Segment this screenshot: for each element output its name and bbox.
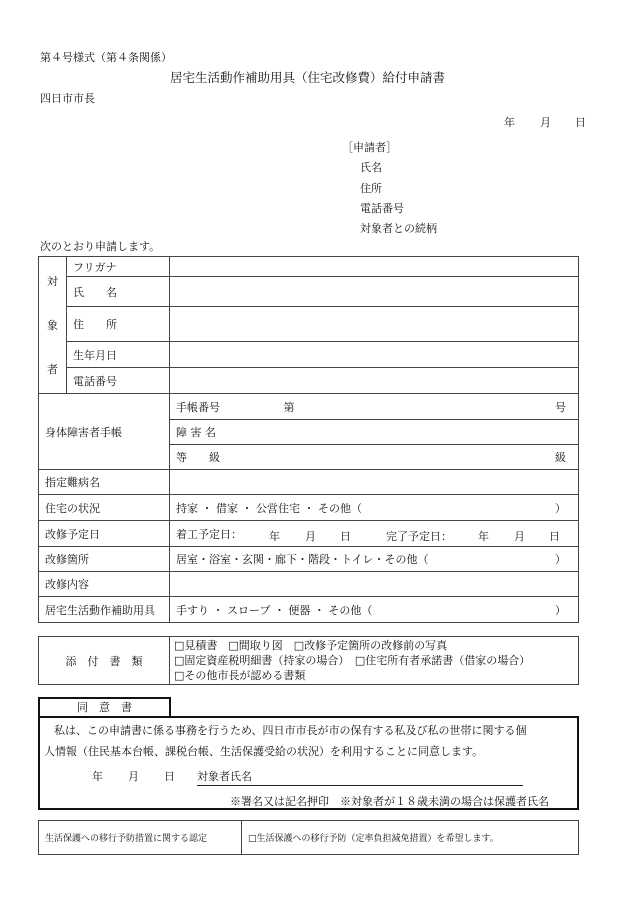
schedule-start-year: 年 (269, 530, 280, 543)
intro-text: 次のとおり申請します。 (40, 240, 161, 253)
handbook-number-row[interactable] (170, 394, 579, 420)
prevention-option[interactable]: □生活保護への移行予防（定率負担減免措置）を希望します。 (242, 821, 579, 855)
consent-note: ※署名又は記名押印 ※対象者が１８歳未満の場合は保護者氏名 (230, 795, 549, 808)
applicant-relation-label: 対象者との続柄 (360, 222, 437, 235)
designated-disease-field[interactable] (170, 470, 579, 495)
consent-text-1: 私は、この申請書に係る事務を行うため、四日市市長が市の保有する私及び私の世帯に関する個 (54, 724, 527, 737)
prevention-table (38, 820, 579, 855)
attachments-table (38, 636, 579, 685)
handbook-number-mid: 第 (283, 400, 295, 414)
subject-side-3: 者 (47, 363, 58, 376)
subject-side-2: 象 (47, 319, 58, 332)
consent-box (38, 716, 579, 810)
location-options: 居室・浴室・玄関・廊下・階段・トイレ・その他（ (176, 553, 429, 566)
applicant-phone-label: 電話番号 (360, 202, 404, 215)
schedule-label: 改修予定日 (39, 521, 170, 547)
attachments-options[interactable] (170, 637, 579, 685)
equipment-close: ） (555, 603, 566, 617)
equipment-label: 居宅生活動作補助用具 (39, 597, 170, 623)
consent-text-2: 人情報（住民基本台帳、課税台帳、生活保護受給の状況）を利用することに同意します。 (44, 745, 484, 758)
location-field[interactable] (170, 547, 579, 572)
prevention-label: 生活保護への移行予防措置に関する認定 (39, 821, 242, 855)
subject-name-label: 氏 名 (67, 277, 170, 307)
attachments-line-1: □見積書 □間取り図 □改修予定箇所の改修前の写真 (174, 639, 448, 652)
subject-birthdate-field[interactable] (170, 342, 579, 368)
consent-date-day: 日 (164, 770, 175, 783)
consent-date-month: 月 (128, 770, 139, 783)
schedule-field[interactable] (170, 521, 579, 547)
schedule-start-month: 月 (305, 530, 316, 543)
schedule-end-day: 日 (549, 530, 560, 543)
grade-end: 級 (555, 451, 566, 464)
location-label: 改修箇所 (39, 547, 170, 572)
disability-name-label: 障 害 名 (176, 426, 216, 439)
subject-name-field[interactable] (170, 277, 579, 307)
addressee: 四日市市長 (40, 92, 95, 105)
equipment-field[interactable] (170, 597, 579, 623)
housing-options: 持家 ・ 借家 ・ 公営住宅 ・ その他（ (176, 501, 362, 515)
applicant-section-label: ［申請者］ (342, 141, 397, 154)
subject-birthdate-label: 生年月日 (67, 342, 170, 368)
consent-tab-label: 同 意 書 (77, 701, 132, 714)
grade-label: 等 級 (176, 451, 220, 464)
applicant-address-label: 住所 (360, 182, 382, 195)
disability-name-row[interactable] (170, 420, 579, 445)
content-label: 改修内容 (39, 572, 170, 597)
consent-signature-line[interactable] (197, 785, 523, 786)
date-day-label: 日 (575, 116, 586, 129)
housing-field[interactable] (170, 495, 579, 521)
main-form-table (38, 256, 579, 623)
handbook-label: 身体障害者手帳 (39, 394, 170, 470)
subject-address-field[interactable] (170, 307, 579, 342)
subject-side-label (39, 257, 67, 394)
subject-phone-label: 電話番号 (67, 368, 170, 394)
location-close: ） (555, 553, 566, 566)
consent-date-year: 年 (92, 770, 103, 783)
housing-label: 住宅の状況 (39, 495, 170, 521)
handbook-number-label: 手帳番号 (176, 400, 220, 414)
handbook-number-end: 号 (555, 400, 566, 414)
schedule-start-label: 着工予定日： (176, 527, 242, 541)
page-title: 居宅生活動作補助用具（住宅改修費）給付申請書 (170, 70, 446, 85)
schedule-end-year: 年 (478, 530, 489, 543)
content-field[interactable] (170, 572, 579, 597)
attachments-line-3: □その他市長が認める書類 (174, 669, 306, 682)
subject-phone-field[interactable] (170, 368, 579, 394)
attachments-label: 添 付 書 類 (39, 637, 170, 685)
form-number: 第４号様式（第４条関係） (40, 51, 172, 64)
schedule-start-day: 日 (340, 530, 351, 543)
subject-address-label: 住 所 (67, 307, 170, 342)
date-month-label: 月 (540, 116, 551, 129)
consent-tab (38, 697, 171, 717)
attachments-line-2: □固定資産税明細書（持家の場合） □住宅所有者承諾書（借家の場合） (174, 654, 531, 667)
schedule-end-label: 完了予定日： (386, 530, 452, 543)
furigana-field[interactable] (170, 257, 579, 277)
furigana-label: フリガナ (67, 257, 170, 277)
date-year-label: 年 (504, 116, 515, 129)
subject-side-1: 対 (47, 275, 58, 288)
housing-close: ） (555, 501, 566, 515)
equipment-options: 手すり ・ スロープ ・ 便器 ・ その他（ (176, 603, 373, 617)
grade-row[interactable] (170, 445, 579, 470)
designated-disease-label: 指定難病名 (39, 470, 170, 495)
consent-subject-name-label: 対象者氏名 (197, 770, 252, 783)
applicant-name-label: 氏名 (360, 161, 382, 174)
schedule-end-month: 月 (514, 530, 525, 543)
